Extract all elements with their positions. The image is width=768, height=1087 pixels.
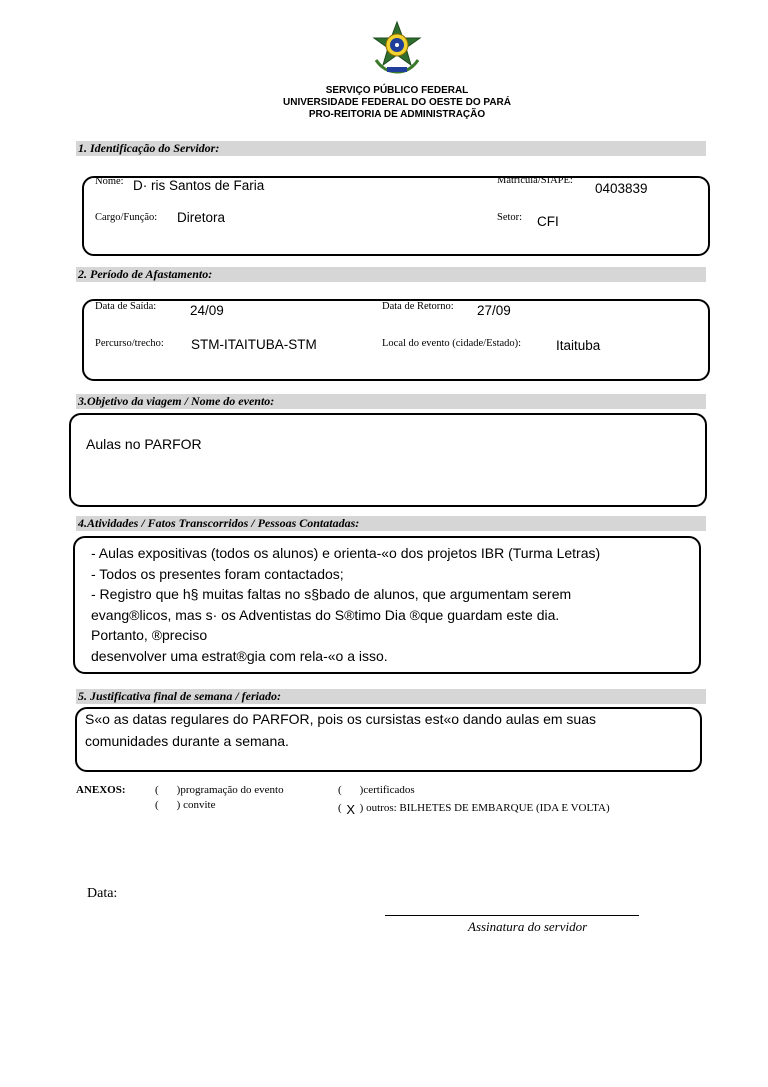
atividades-line[interactable]: - Aulas expositivas (todos os alunos) e orienta-«o dos projetos IBR (Turma Letras) <box>91 545 601 561</box>
saida-value[interactable]: 24/09 <box>190 303 224 318</box>
outros-mark: X <box>346 802 355 817</box>
matricula-value[interactable]: 0403839 <box>595 181 648 196</box>
cargo-label: Cargo/Função: <box>95 212 158 223</box>
nome-value[interactable]: D· ris Santos de Faria <box>133 178 265 193</box>
atividades-line[interactable]: - Todos os presentes foram contactados; <box>91 566 344 582</box>
outros-checkbox[interactable]: ( X ) outros: BILHETES DE EMBARQUE (IDA E VOLTA) <box>338 802 610 817</box>
justificativa-line[interactable]: S«o as datas regulares do PARFOR, pois os cursistas est«o dando aulas em suas <box>85 711 597 727</box>
percurso-label: Percurso/trecho: <box>95 338 164 349</box>
programacao-checkbox[interactable]: ( )programação do evento <box>155 784 284 796</box>
saida-label: Data de Saída: <box>95 301 157 312</box>
section-4-title: 4.Atividades / Fatos Transcorridos / Pessoas Contatadas: <box>76 516 706 531</box>
local-label: Local do evento (cidade/Estado): <box>382 338 522 349</box>
justificativa-line[interactable]: comunidades durante a semana. <box>85 733 289 749</box>
section-2-title: 2. Período de Afastamento: <box>76 267 706 282</box>
outros-label: outros: BILHETES DE EMBARQUE (IDA E VOLTA) <box>366 802 610 814</box>
anexos-label: ANEXOS: <box>76 784 126 796</box>
programacao-label: programação do evento <box>180 784 284 796</box>
certificados-checkbox[interactable]: ( )certificados <box>338 784 415 796</box>
convite-checkbox[interactable]: ( ) convite <box>155 799 216 811</box>
objetivo-text[interactable]: Aulas no PARFOR <box>86 436 202 452</box>
setor-value[interactable]: CFI <box>537 214 559 229</box>
section-5-title: 5. Justificativa final de semana / feriado: <box>76 689 706 704</box>
section-3-title: 3.Objetivo da viagem / Nome do evento: <box>76 394 706 409</box>
atividades-line[interactable]: desenvolver uma estrat®gia com rela-«o a isso. <box>91 648 388 664</box>
signature-line[interactable] <box>385 915 639 916</box>
nome-label: Nome: <box>95 176 124 187</box>
percurso-value[interactable]: STM-ITAITUBA-STM <box>191 337 317 352</box>
section-1-title: 1. Identificação do Servidor: <box>76 141 706 156</box>
section-3-box <box>69 413 707 507</box>
signature-label: Assinatura do servidor <box>468 919 588 934</box>
atividades-line[interactable]: - Registro que h§ muitas faltas no s§bado de alunos, que argumentam serem <box>91 586 572 602</box>
brasao-republica-icon <box>370 20 424 76</box>
header-line-3: PRO-REITORIA DE ADMINISTRAÇÃO <box>308 109 486 120</box>
retorno-label: Data de Retorno: <box>382 301 454 312</box>
local-value[interactable]: Itaituba <box>556 338 601 353</box>
retorno-value[interactable]: 27/09 <box>477 303 511 318</box>
cargo-value[interactable]: Diretora <box>177 210 226 225</box>
atividades-line[interactable]: Portanto, ®preciso <box>91 627 208 643</box>
certificados-label: certificados <box>363 784 415 796</box>
atividades-line[interactable]: evang®licos, mas s· os Adventistas do S®timo Dia ®que guardam este dia. <box>91 607 560 623</box>
header-line-2: UNIVERSIDADE FEDERAL DO OESTE DO PARÁ <box>283 97 511 108</box>
convite-label: convite <box>183 799 216 811</box>
data-label: Data: <box>87 886 118 901</box>
matricula-label: Matrícula/SIAPE: <box>497 175 573 186</box>
header-line-1: SERVIÇO PÚBLICO FEDERAL <box>325 85 469 96</box>
setor-label: Setor: <box>497 212 523 223</box>
